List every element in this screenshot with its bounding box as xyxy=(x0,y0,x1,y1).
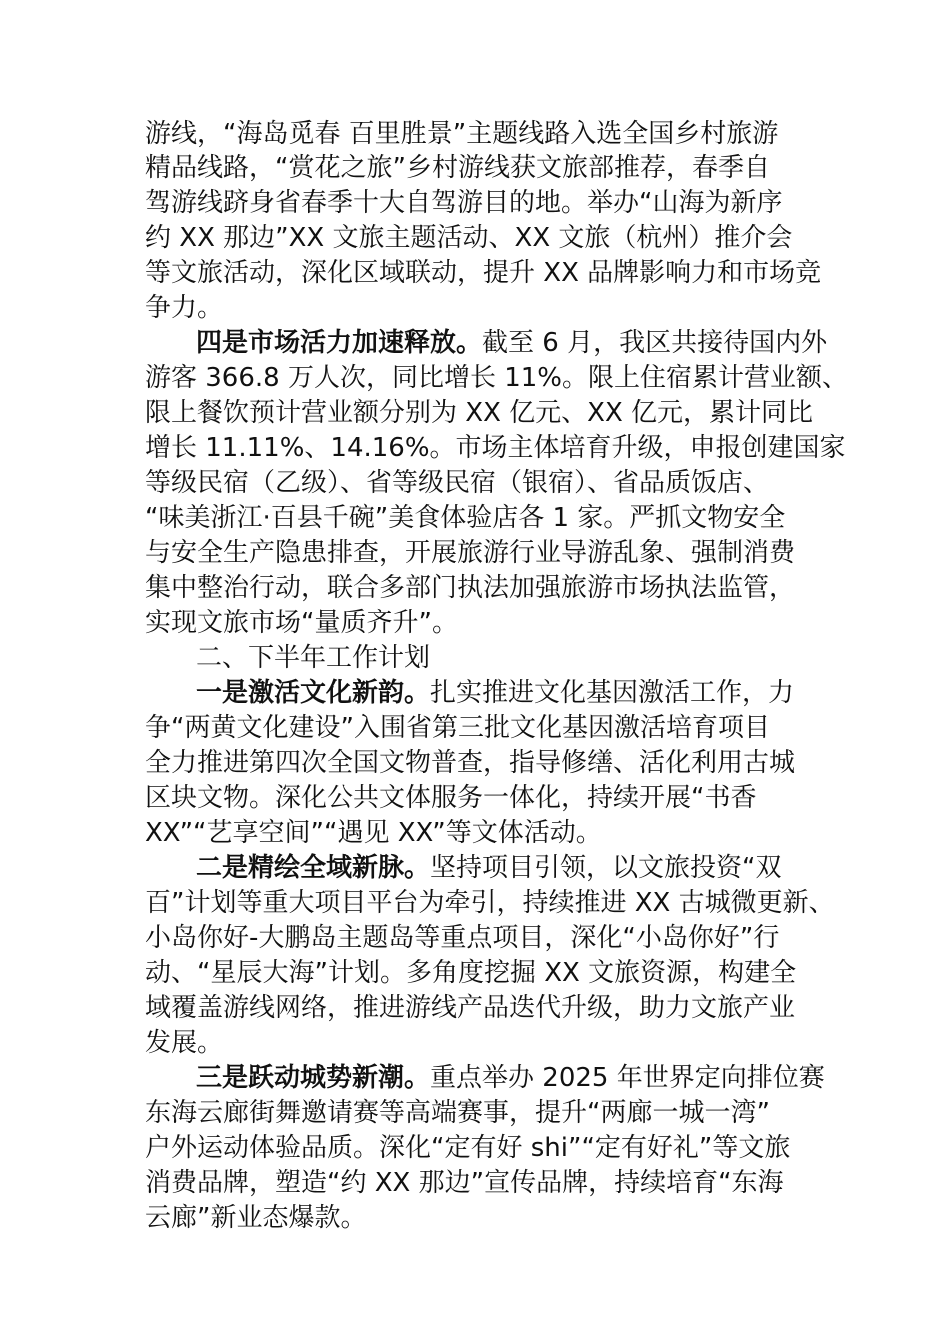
text-line: 小岛你好-大鹏岛主题岛等重点项目，深化“小岛你好”行 xyxy=(145,923,780,953)
text-line: 云廊”新业态爆款。 xyxy=(145,1203,367,1233)
text-line: 实现文旅市场“量质齐升”。 xyxy=(145,608,458,638)
text-line: 与安全生产隐患排查，开展旅游行业导游乱象、强制消费 xyxy=(145,538,796,568)
text-line: 精品线路，“赏花之旅”乡村游线获文旅部推荐，春季自 xyxy=(145,153,770,183)
text-line: 域覆盖游线网络，推进游线产品迭代升级，助力文旅产业 xyxy=(145,993,796,1023)
text-line: 争“两黄文化建设”入围省第三批文化基因激活培育项目 xyxy=(145,713,770,743)
text-line: 全力推进第四次全国文物普查，指导修缮、活化利用古城 xyxy=(145,748,796,778)
paragraph-start xyxy=(196,1061,825,1095)
text-line: 户外运动体验品质。深化“定有好 shi”“定有好礼”等文旅 xyxy=(145,1133,791,1163)
text-line: 消费品牌，塑造“约 XX 那边”宣传品牌，持续培育“东海 xyxy=(145,1168,784,1198)
text-line: 集中整治行动，联合多部门执法加强旅游市场执法监管， xyxy=(145,573,796,603)
text-line: 游线，“海岛觅春 百里胜景”主题线路入选全国乡村旅游 xyxy=(145,119,779,149)
text-run: 重点举办 2025 年世界定向排位赛 xyxy=(430,1063,825,1093)
text-line: 争力。 xyxy=(145,293,224,323)
text-line: 东海云廊街舞邀请赛等高端赛事，提升“两廊一城一湾” xyxy=(145,1098,770,1128)
text-line: 百”计划等重大项目平台为牵引，持续推进 XX 古城微更新、 xyxy=(145,888,835,918)
text-line: 动、“星辰大海”计划。多角度挖掘 XX 文旅资源，构建全 xyxy=(145,958,797,988)
text-line: 发展。 xyxy=(145,1028,224,1058)
text-line: XX”“艺享空间”“遇见 XX”等文体活动。 xyxy=(145,818,602,848)
text-line: “味美浙江·百县千碗”美食体验店各 1 家。严抓文物安全 xyxy=(145,503,786,533)
paragraph-start xyxy=(196,676,794,710)
text-line: 增长 11.11%、14.16%。市场主体培育升级，申报创建国家 xyxy=(145,433,846,463)
text-line: 游客 366.8 万人次，同比增长 11%。限上住宿累计营业额、 xyxy=(145,363,849,393)
paragraph-start xyxy=(196,326,827,360)
text-line: 区块文物。深化公共文体服务一体化，持续开展“书香 xyxy=(145,783,757,813)
text-run: 截至 6 月，我区共接待国内外 xyxy=(482,328,828,358)
text-line: 驾游线跻身省春季十大自驾游目的地。举办“山海为新序 xyxy=(145,188,783,218)
text-line: 等级民宿（乙级）、省等级民宿（银宿）、省品质饭店、 xyxy=(145,468,770,498)
text-run: 扎实推进文化基因激活工作，力 xyxy=(430,678,795,708)
section-heading: 三是跃动城势新潮。 xyxy=(196,1063,431,1093)
text-run: 坚持项目引领，以文旅投资“双 xyxy=(430,853,782,883)
text-line: 限上餐饮预计营业额分别为 XX 亿元、XX 亿元，累计同比 xyxy=(145,398,814,428)
paragraph-start xyxy=(196,851,782,885)
section-heading: 二是精绘全域新脉。 xyxy=(196,853,431,883)
section-heading: 四是市场活力加速释放。 xyxy=(196,328,483,358)
section-title: 二、下半年工作计划 xyxy=(196,643,431,673)
text-line: 等文旅活动，深化区域联动，提升 XX 品牌影响力和市场竞 xyxy=(145,258,822,288)
text-line: 约 XX 那边”XX 文旅主题活动、XX 文旅（杭州）推介会 xyxy=(145,223,793,253)
section-heading: 一是激活文化新韵。 xyxy=(196,678,431,708)
